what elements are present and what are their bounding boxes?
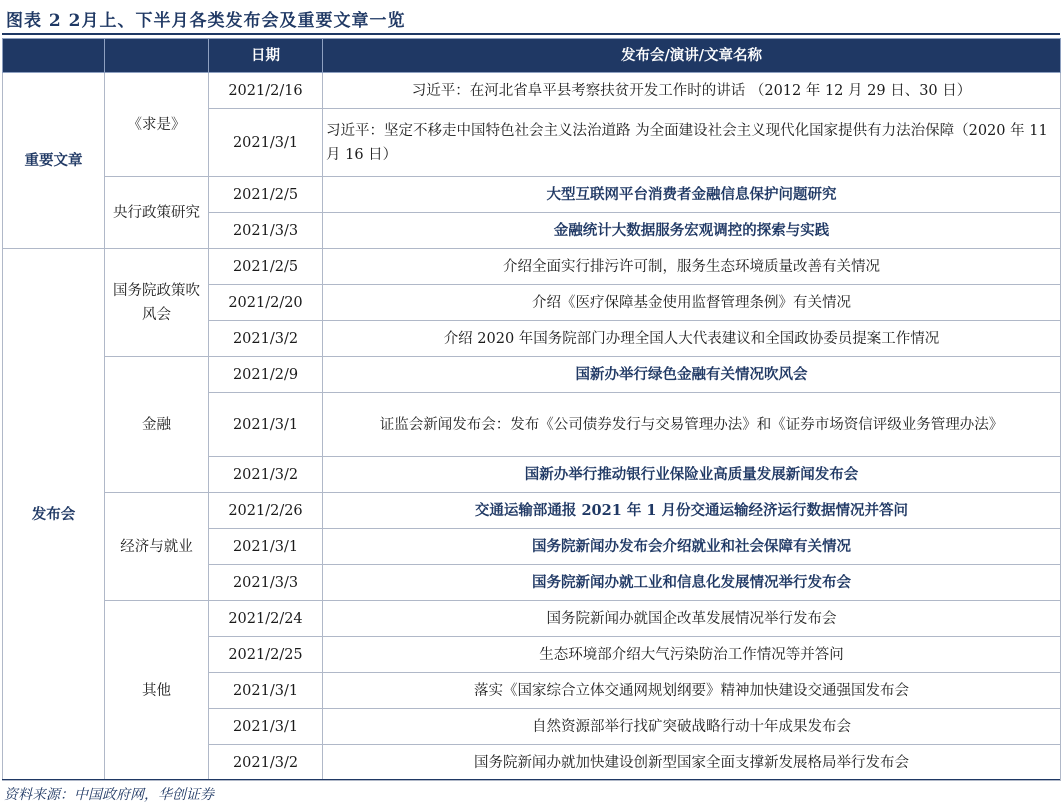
date-cell: 2021/2/24 — [209, 601, 323, 637]
subgroup-cell: 央行政策研究 — [105, 177, 209, 249]
name-cell: 生态环境部介绍大气污染防治工作情况等并答问 — [323, 637, 1061, 673]
name-cell: 国务院新闻办就国企改革发展情况举行发布会 — [323, 601, 1061, 637]
name-cell: 证监会新闻发布会：发布《公司债券发行与交易管理办法》和《证券市场资信评级业务管理办法》 — [323, 393, 1061, 457]
events-table — [2, 38, 1061, 781]
name-cell: 国务院新闻办就加快建设创新型国家全面支撑新发展格局举行发布会 — [323, 745, 1061, 781]
name-cell: 国新办举行绿色金融有关情况吹风会 — [323, 357, 1061, 393]
subgroup-cell: 《求是》 — [105, 73, 209, 177]
name-cell: 习近平：坚定不移走中国特色社会主义法治道路 为全面建设社会主义现代化国家提供有力法治保障（2020 年 11 月 16 日） — [323, 109, 1061, 177]
name-cell: 国新办举行推动银行业保险业高质量发展新闻发布会 — [323, 457, 1061, 493]
table-row — [3, 357, 1061, 393]
header-subcategory — [105, 39, 209, 73]
name-cell: 介绍 2020 年国务院部门办理全国人大代表建议和全国政协委员提案工作情况 — [323, 321, 1061, 357]
subgroup-cell: 其他 — [105, 601, 209, 781]
figure-title: 图表 2 2月上、下半月各类发布会及重要文章一览 — [6, 11, 406, 31]
date-cell: 2021/3/2 — [209, 321, 323, 357]
header-name: 发布会/演讲/文章名称 — [323, 39, 1061, 73]
date-cell: 2021/3/1 — [209, 709, 323, 745]
group-cell: 重要文章 — [3, 73, 105, 249]
table-header-row — [3, 39, 1061, 73]
subgroup-cell: 经济与就业 — [105, 493, 209, 601]
name-cell: 大型互联网平台消费者金融信息保护问题研究 — [323, 177, 1061, 213]
header-date: 日期 — [209, 39, 323, 73]
name-cell: 国务院新闻办发布会介绍就业和社会保障有关情况 — [323, 529, 1061, 565]
table-row — [3, 493, 1061, 529]
group-cell: 发布会 — [3, 249, 105, 781]
date-cell: 2021/3/1 — [209, 109, 323, 177]
date-cell: 2021/3/3 — [209, 213, 323, 249]
date-cell: 2021/2/16 — [209, 73, 323, 109]
name-cell: 国务院新闻办就工业和信息化发展情况举行发布会 — [323, 565, 1061, 601]
title-divider — [2, 33, 1060, 35]
table-row — [3, 177, 1061, 213]
date-cell: 2021/2/5 — [209, 249, 323, 285]
name-cell: 自然资源部举行找矿突破战略行动十年成果发布会 — [323, 709, 1061, 745]
date-cell: 2021/2/25 — [209, 637, 323, 673]
date-cell: 2021/2/20 — [209, 285, 323, 321]
name-cell: 金融统计大数据服务宏观调控的探索与实践 — [323, 213, 1061, 249]
name-cell: 落实《国家综合立体交通网规划纲要》精神加快建设交通强国发布会 — [323, 673, 1061, 709]
source-note: 资料来源：中国政府网，华创证券 — [4, 787, 214, 803]
subgroup-cell: 金融 — [105, 357, 209, 493]
table-bottom-rule — [2, 779, 1060, 780]
table-row — [3, 73, 1061, 109]
name-cell: 介绍《医疗保障基金使用监督管理条例》有关情况 — [323, 285, 1061, 321]
table-row — [3, 249, 1061, 285]
date-cell: 2021/3/3 — [209, 565, 323, 601]
table-row — [3, 601, 1061, 637]
date-cell: 2021/2/26 — [209, 493, 323, 529]
date-cell: 2021/3/1 — [209, 673, 323, 709]
date-cell: 2021/3/1 — [209, 393, 323, 457]
date-cell: 2021/3/2 — [209, 745, 323, 781]
subgroup-cell: 国务院政策吹风会 — [105, 249, 209, 357]
name-cell: 交通运输部通报 2021 年 1 月份交通运输经济运行数据情况并答问 — [323, 493, 1061, 529]
header-category — [3, 39, 105, 73]
date-cell: 2021/2/9 — [209, 357, 323, 393]
name-cell: 习近平：在河北省阜平县考察扶贫开发工作时的讲话 （2012 年 12 月 29 日、30 日） — [323, 73, 1061, 109]
name-cell: 介绍全面实行排污许可制，服务生态环境质量改善有关情况 — [323, 249, 1061, 285]
date-cell: 2021/2/5 — [209, 177, 323, 213]
date-cell: 2021/3/1 — [209, 529, 323, 565]
date-cell: 2021/3/2 — [209, 457, 323, 493]
